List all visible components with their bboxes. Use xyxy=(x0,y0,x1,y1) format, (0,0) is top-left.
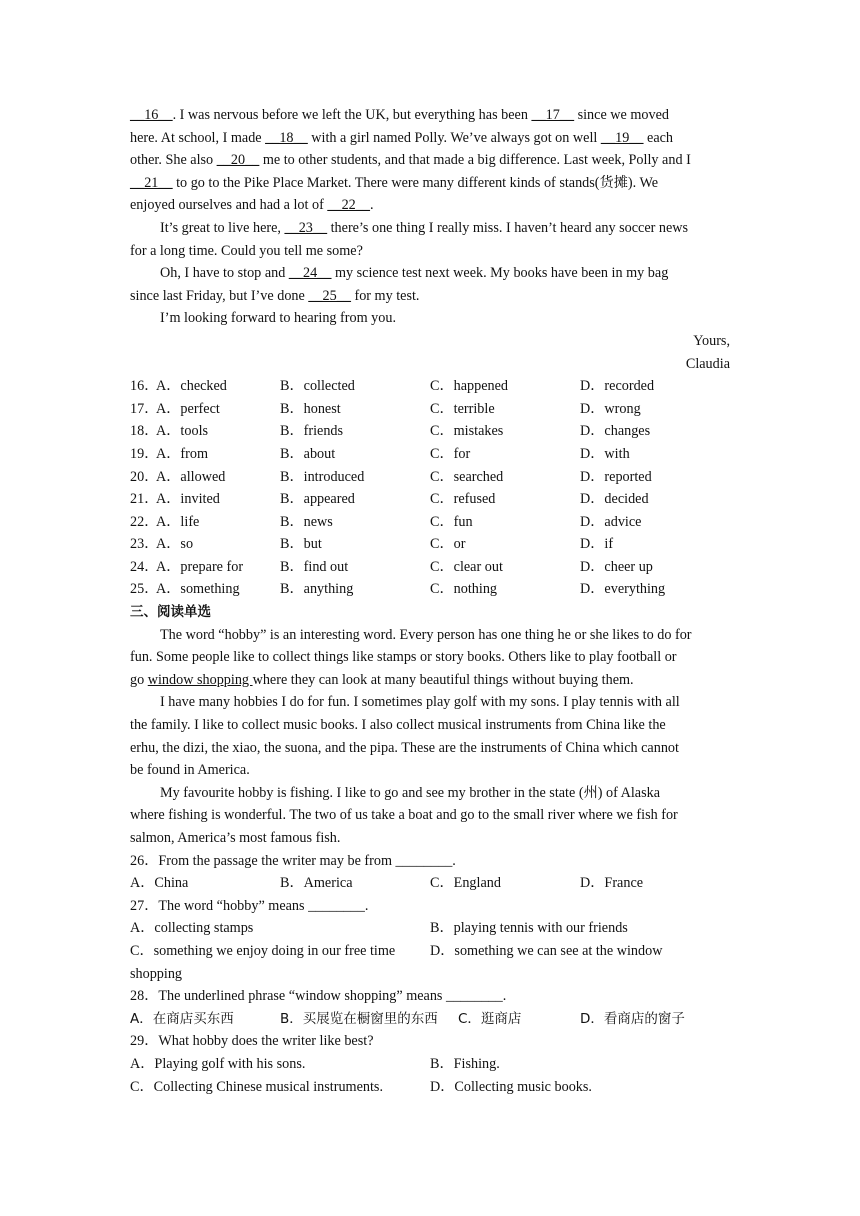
cloze-option-row xyxy=(130,488,730,511)
passage-line: salmon, America’s most famous fish. xyxy=(130,830,341,846)
option-a[interactable]: A．tools xyxy=(156,423,209,440)
option-c[interactable]: C．Collecting Chinese musical instruments. xyxy=(130,1078,383,1095)
option-a[interactable]: A．invited xyxy=(156,491,220,508)
question-27-options-row1 xyxy=(130,917,730,940)
letter-line xyxy=(130,285,730,308)
text: enjoyed ourselves and had a lot of xyxy=(130,197,328,214)
option-b[interactable]: B．Fishing. xyxy=(430,1055,500,1072)
text: each xyxy=(643,129,674,146)
option-b[interactable]: B．playing tennis with our friends xyxy=(430,920,628,937)
option-b[interactable]: B．about xyxy=(280,445,336,462)
option-d[interactable]: D．wrong xyxy=(580,400,641,417)
question-number: 17． xyxy=(130,400,159,417)
text: there’s one thing I really miss. I haven’t heard any soccer news xyxy=(327,219,689,236)
option-a[interactable]: A．perfect xyxy=(156,400,220,417)
letter-line xyxy=(130,104,730,127)
letter-line xyxy=(130,194,730,217)
passage-line: fun. Some people like to collect things like stamps or story books. Others like to play football or xyxy=(130,649,677,666)
cloze-option-row xyxy=(130,375,730,398)
option-a[interactable]: A．something xyxy=(156,581,240,598)
option-c[interactable]: C．searched xyxy=(430,468,504,485)
text: . xyxy=(369,197,374,214)
option-a[interactable]: A．life xyxy=(156,513,200,530)
text: go xyxy=(130,671,148,688)
cloze-option-row xyxy=(130,398,730,421)
passage-line xyxy=(130,669,730,692)
cloze-option-row xyxy=(130,511,730,534)
cloze-option-row xyxy=(130,533,730,556)
option-c[interactable]: C．逛商店 xyxy=(458,1010,522,1027)
question-number: 16． xyxy=(130,378,159,395)
option-d-continuation: shopping xyxy=(130,965,183,982)
question-number: 22． xyxy=(130,513,159,530)
text: since last Friday, but I’ve done xyxy=(130,287,309,304)
question-29: 29．What hobby does the writer like best? xyxy=(130,1033,374,1050)
question-26: 26．From the passage the writer may be from ________. xyxy=(130,852,456,869)
cloze-option-row xyxy=(130,443,730,466)
text: . I was nervous before we left the UK, but everything has been xyxy=(172,107,532,123)
option-c[interactable]: C．mistakes xyxy=(430,423,504,440)
text: here. At school, I made xyxy=(130,129,266,146)
question-28: 28．The underlined phrase “window shopping” means ________. xyxy=(130,988,507,1005)
text: my science test next week. My books have been in my bag xyxy=(331,265,669,282)
option-d[interactable]: D．everything xyxy=(580,581,666,598)
passage-line: I have many hobbies I do for fun. I sometimes play golf with my sons. I play tennis with all xyxy=(160,694,680,711)
option-d[interactable]: D．cheer up xyxy=(580,558,653,575)
option-b[interactable]: B．honest xyxy=(280,400,341,417)
text: other. She also xyxy=(130,152,217,169)
blank-23: __23__ xyxy=(284,219,328,236)
option-d[interactable]: D．something we can see at the window xyxy=(430,942,663,959)
option-c[interactable]: C．terrible xyxy=(430,400,495,417)
option-b[interactable]: B．买展览在橱窗里的东西 xyxy=(280,1010,438,1027)
letter-closing: Yours, xyxy=(693,332,730,349)
option-b[interactable]: B．find out xyxy=(280,558,349,575)
question-number: 21． xyxy=(130,491,159,508)
question-26-options xyxy=(130,872,730,895)
blank-18: __18__ xyxy=(265,129,308,146)
option-c[interactable]: C．clear out xyxy=(430,558,503,575)
text: Oh, I have to stop and xyxy=(160,265,289,282)
question-28-options xyxy=(130,1008,730,1031)
option-d[interactable]: D．if xyxy=(580,536,614,553)
question-29-options-row1 xyxy=(130,1053,730,1076)
option-c[interactable]: C．nothing xyxy=(430,581,498,598)
text: me to other students, and that made a big difference. Last week, Polly and I xyxy=(259,152,691,169)
option-c[interactable]: C．refused xyxy=(430,491,496,508)
option-a[interactable]: A．collecting stamps xyxy=(130,920,254,937)
option-c[interactable]: C．fun xyxy=(430,513,473,530)
option-d[interactable]: D．advice xyxy=(580,513,642,530)
blank-19: __19__ xyxy=(600,129,644,146)
option-c[interactable]: C．England xyxy=(430,875,501,892)
option-a[interactable]: A．so xyxy=(156,536,194,553)
section-heading: 三、阅读单选 xyxy=(130,604,211,621)
option-d[interactable]: D．decided xyxy=(580,491,649,508)
text: It’s great to live here, xyxy=(160,219,285,236)
question-number: 19． xyxy=(130,445,159,462)
question-number: 20． xyxy=(130,468,159,485)
letter-line xyxy=(130,217,730,240)
cloze-option-row xyxy=(130,578,730,601)
letter-line: I’m looking forward to hearing from you. xyxy=(160,310,397,327)
option-c[interactable]: C．or xyxy=(430,536,466,553)
option-b[interactable]: B．America xyxy=(280,875,353,892)
option-a[interactable]: A．在商店买东西 xyxy=(130,1010,234,1027)
question-number: 23． xyxy=(130,536,159,553)
text: with a girl named Polly. We’ve always got on well xyxy=(307,129,601,146)
question-number: 24． xyxy=(130,558,159,575)
question-number: 18． xyxy=(130,423,159,440)
underlined-phrase: window shopping xyxy=(147,671,253,688)
option-b[interactable]: B．news xyxy=(280,513,333,530)
letter-signature: Claudia xyxy=(685,355,730,372)
passage-line: erhu, the dizi, the xiao, the suona, and the pipa. These are the instruments of China which cannot xyxy=(130,739,679,756)
option-b[interactable]: B．but xyxy=(280,536,322,553)
option-d[interactable]: D．reported xyxy=(580,468,652,485)
option-a[interactable]: A．from xyxy=(156,445,209,462)
cloze-options xyxy=(130,375,730,601)
option-b[interactable]: B．appeared xyxy=(280,491,355,508)
option-d[interactable]: D．看商店的窗子 xyxy=(580,1010,685,1027)
blank-22: __22__ xyxy=(327,197,370,214)
cloze-option-row xyxy=(130,420,730,443)
option-a[interactable]: A．checked xyxy=(156,378,227,395)
option-c[interactable]: C．for xyxy=(430,445,471,462)
passage-line: The word “hobby” is an interesting word. Every person has one thing he or she likes to do for xyxy=(160,626,692,643)
cloze-option-row xyxy=(130,466,730,489)
letter-line xyxy=(130,172,730,195)
option-d[interactable]: D．Collecting music books. xyxy=(430,1078,592,1095)
cloze-option-row xyxy=(130,556,730,579)
question-27: 27．The word “hobby” means ________. xyxy=(130,897,369,914)
option-d[interactable]: D．with xyxy=(580,445,630,462)
letter-line xyxy=(130,127,730,150)
blank-21: __21__ xyxy=(130,174,173,191)
option-d[interactable]: D．France xyxy=(580,875,644,892)
question-29-options-row2 xyxy=(130,1076,730,1099)
question-number: 25． xyxy=(130,581,159,598)
passage-line: My favourite hobby is fishing. I like to go and see my brother in the state (州) of Alaska xyxy=(160,784,661,801)
option-c[interactable]: C．happened xyxy=(430,378,509,395)
text: to go to the Pike Place Market. There were many different kinds of stands(货摊). We xyxy=(172,174,659,191)
passage-line: be found in America. xyxy=(130,762,250,779)
option-a[interactable]: A．allowed xyxy=(156,468,226,485)
option-b[interactable]: B．introduced xyxy=(280,468,365,485)
question-27-options-row2 xyxy=(130,940,730,963)
letter-line xyxy=(130,262,730,285)
passage-line: where fishing is wonderful. The two of us take a boat and go to the small river where we fish for xyxy=(130,807,678,824)
document-page xyxy=(130,104,730,1098)
blank-24: __24__ xyxy=(288,265,332,282)
letter-line: for a long time. Could you tell me some? xyxy=(130,242,363,259)
option-a[interactable]: A．Playing golf with his sons. xyxy=(130,1055,306,1072)
blank-25: __25__ xyxy=(308,287,351,304)
option-b[interactable]: B．friends xyxy=(280,423,344,440)
option-a[interactable]: A．prepare for xyxy=(156,558,244,575)
option-b[interactable]: B．anything xyxy=(280,581,354,598)
blank-17: __17__ xyxy=(531,107,575,123)
option-c[interactable]: C．something we enjoy doing in our free time xyxy=(130,942,396,959)
blank-16: __16__ xyxy=(130,107,173,123)
option-b[interactable]: B．collected xyxy=(280,378,355,395)
letter-line xyxy=(130,149,730,172)
option-d[interactable]: D．changes xyxy=(580,423,651,440)
text: for my test. xyxy=(350,287,420,304)
text: since we moved xyxy=(574,107,669,123)
text: where they can look at many beautiful things without buying them. xyxy=(252,671,634,688)
passage-line: the family. I like to collect music books. I also collect musical instruments from China like the xyxy=(130,717,666,734)
blank-20: __20__ xyxy=(216,152,260,169)
option-a[interactable]: A．China xyxy=(130,875,189,892)
option-d[interactable]: D．recorded xyxy=(580,378,655,395)
